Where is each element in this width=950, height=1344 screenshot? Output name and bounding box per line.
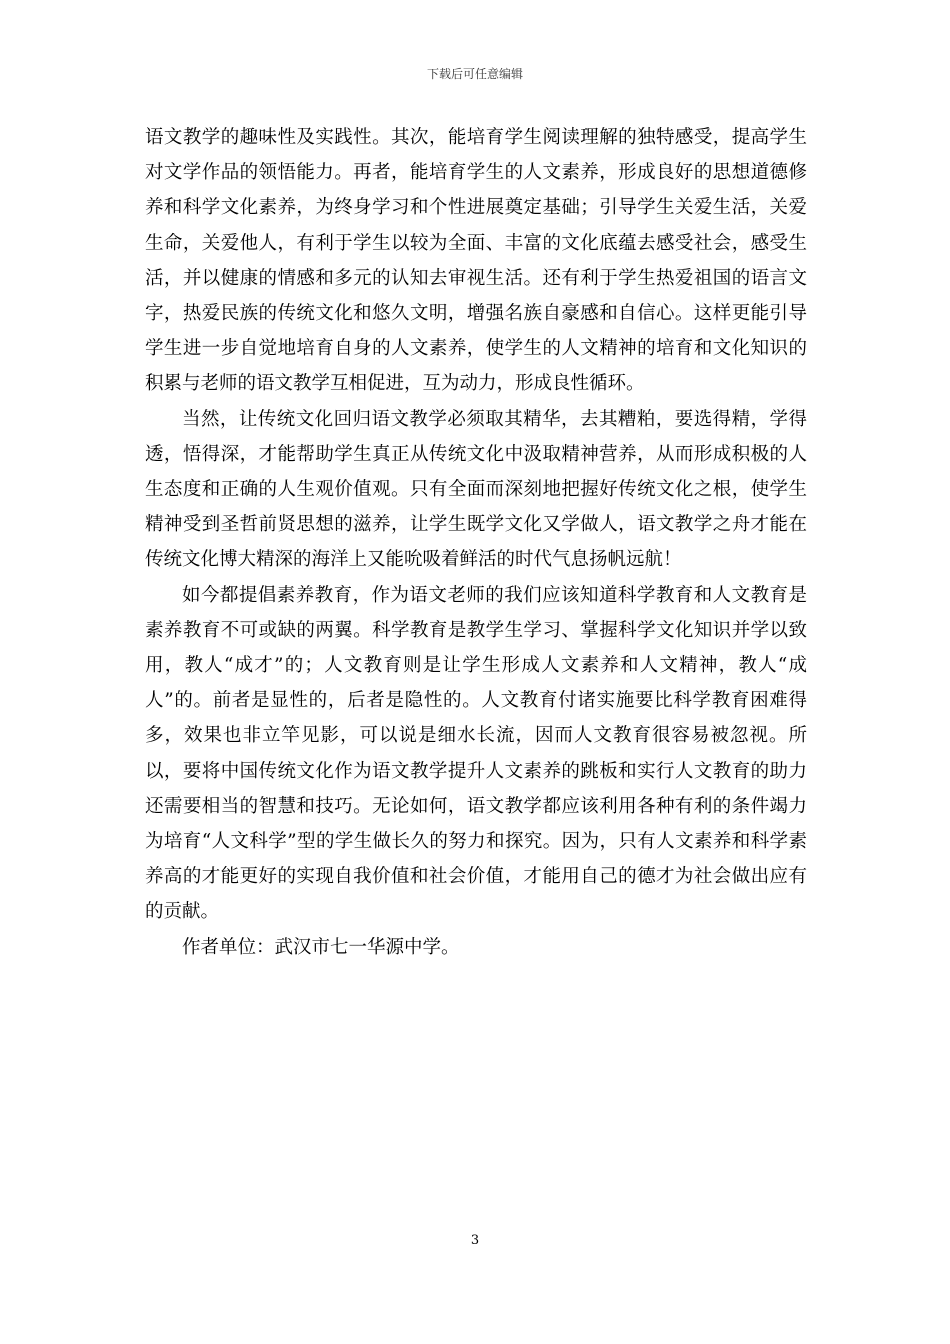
- document-body: [145, 120, 807, 965]
- paragraph-quality-education: 如今都提倡素养教育，作为语文老师的我们应该知道科学教育和人文教育是素养教育不可或缺的两翼。科学教育是教学生学习、掌握科学文化知识并学以致用，教人“成才”的；人文教育则是让学生形成人文素养和人文精神，教人“成人”的。前者是显性的，后者是隐性的。人文教育付诸实施要比科学教育困难得多，效果也非立竿见影，可以说是细水长流，因而人文教育很容易被忽视。所以，要将中国传统文化作为语文教学提升人文素养的跳板和实行人文教育的助力还需要相当的智慧和技巧。无论如何，语文教学都应该利用各种有利的条件竭力为培育“人文科学”型的学生做长久的努力和探究。因为，只有人文素养和科学素养高的才能更好的实现自我价值和社会价值，才能用自己的德才为社会做出应有的贡献。: [145, 584, 807, 923]
- paragraph-traditional-culture: 当然，让传统文化回归语文教学必须取其精华，去其糟粕，要选得精，学得透，悟得深，才能帮助学生真正从传统文化中汲取精神营养，从而形成积极的人生态度和正确的人生观价值观。只有全面而深刻地把握好传统文化之根，使学生精神受到圣哲前贤思想的滋养，让学生既学文化又学做人，语文教学之舟才能在传统文化博大精深的海洋上又能吮吸着鲜活的时代气息扬帆远航！: [145, 408, 807, 571]
- author-affiliation: 作者单位：武汉市七一华源中学。: [182, 936, 460, 958]
- paragraph-continued: 语文教学的趣味性及实践性。其次，能培育学生阅读理解的独特感受，提高学生对文学作品的领悟能力。再者，能培育学生的人文素养，形成良好的思想道德修养和科学文化素养，为终身学习和个性进展奠定基础；引导学生关爱生活，关爱生命，关爱他人，有利于学生以较为全面、丰富的文化底蕴去感受社会，感受生活，并以健康的情感和多元的认知去审视生活。还有利于学生热爱祖国的语言文字，热爱民族的传统文化和悠久文明，增强名族自豪感和自信心。这样更能引导学生进一步自觉地培育自身的人文素养，使学生的人文精神的培育和文化知识的积累与老师的语文教学互相促进，互为动力，形成良性循环。: [145, 127, 807, 395]
- page-number: 3: [470, 1233, 480, 1248]
- page-header: 下载后可任意编辑: [426, 67, 523, 81]
